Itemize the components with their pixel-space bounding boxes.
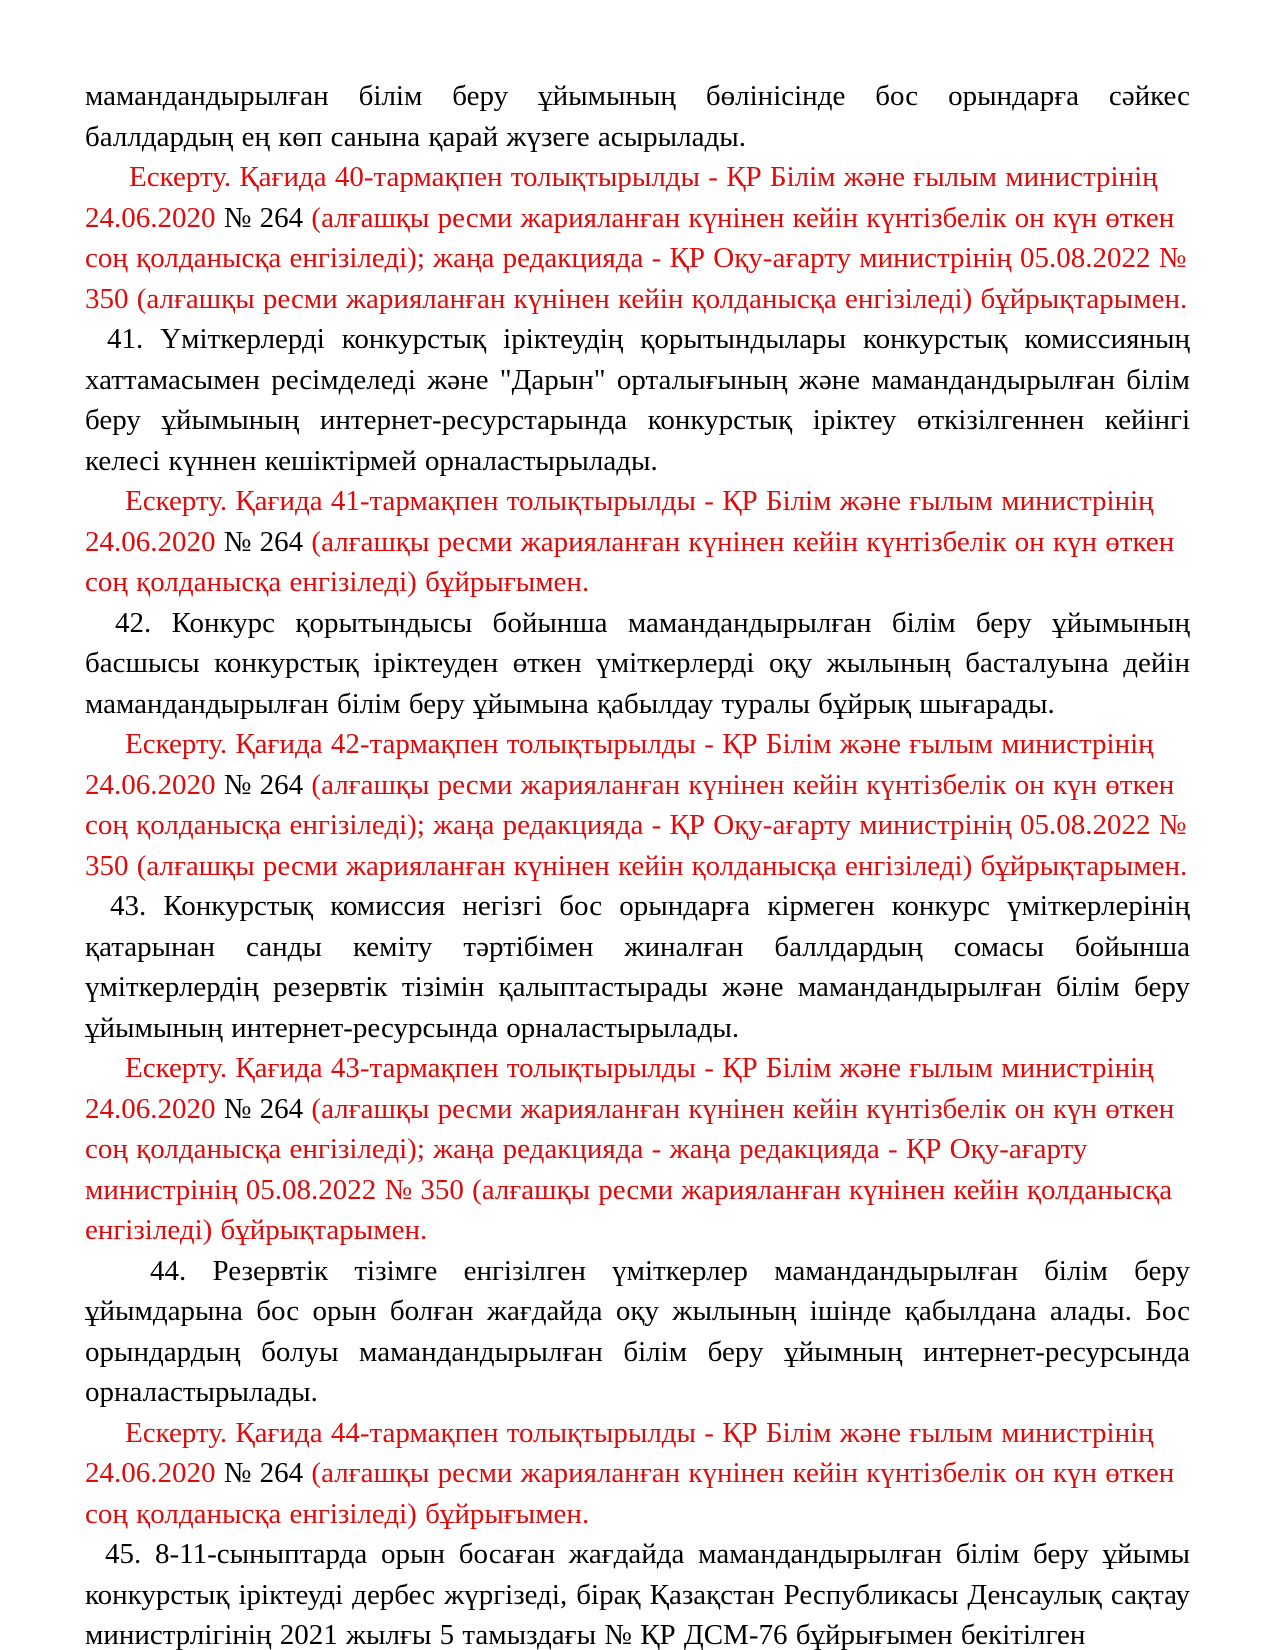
document-body (85, 76, 1190, 1650)
item-41-segment-0: 41. Үміткерлерді конкурстық іріктеудің қорытындылары конкурстық комиссияның хаттамасымен ресімделеді және "Дарын" орталығының және мамандандырылған білім беру ұйымының интернет-ресурстарында конкурстық іріктеу өткізілгеннен кейінгі келесі күннен кешіктірмей орналастырылады. (85, 323, 1190, 477)
note-item-41 (85, 481, 1190, 603)
note-item-43-segment-0: Ескерту. Қағида 43-тармақпен толықтырылды - ҚР Білім және ғылым министрінің 24.06.2020 (85, 1052, 1154, 1125)
item-45-segment-0: 45. 8-11-сыныптарда орын босаған жағдайда мамандандырылған білім беру ұйымы конкурстық іріктеуді дербес жүргізеді, бірақ Қазақстан Республикасы Денсаулық сақтау министрлігінің 2021 жылғы 5 тамыздағы № ҚР ДСМ-76 бұйрығымен бекітілген (85, 1538, 1190, 1650)
note-item-42-segment-1: № 264 (223, 768, 304, 801)
note-item-43 (85, 1048, 1190, 1251)
item-45 (85, 1534, 1190, 1650)
note-item-41-segment-0: Ескерту. Қағида 41-тармақпен толықтырылды - ҚР Білім және ғылым министрінің 24.06.2020 (85, 485, 1154, 558)
note-item-42-segment-2: (алғашқы ресми жарияланған күнінен кейін күнтізбелік он күн өткен соң қолданысқа енгізіледі); жаңа редакцияда - ҚР Оқу-ағарту министрінің 05.08.2022 № 350 (алғашқы ресми жарияланған күнінен кейін қолданысқа енгізіледі) бұйрықтарымен. (85, 768, 1188, 882)
item-42 (85, 603, 1190, 725)
note-item-42 (85, 724, 1190, 886)
item-41 (85, 319, 1190, 481)
note-item-40-segment-1: № 264 (223, 201, 304, 234)
note-item-43-segment-1: № 264 (223, 1092, 304, 1125)
item-42-segment-0: 42. Конкурс қорытындысы бойынша мамандандырылған білім беру ұйымының басшысы конкурстық іріктеуден өткен үміткерлерді оқу жылының басталуына дейін мамандандырылған білім беру ұйымына қабылдау туралы бұйрық шығарады. (85, 606, 1190, 720)
item-43-segment-0: 43. Конкурстық комиссия негізгі бос орындарға кірмеген конкурс үміткерлерінің қатарынан санды кеміту тәртібімен жиналған баллдардың сомасы бойынша үміткерлердің резервтік тізімін қалыптастырады және мамандандырылған білім беру ұйымының интернет-ресурсында орналастырылады. (85, 890, 1190, 1044)
note-item-44-segment-0: Ескерту. Қағида 44-тармақпен толықтырылды - ҚР Білім және ғылым министрінің 24.06.2020 (85, 1416, 1154, 1489)
note-item-44-segment-2: (алғашқы ресми жарияланған күнінен кейін күнтізбелік он күн өткен соң қолданысқа енгізіледі) бұйрығымен. (85, 1457, 1175, 1530)
item-43 (85, 886, 1190, 1048)
note-item-40 (85, 157, 1190, 319)
note-item-44 (85, 1413, 1190, 1535)
item-40-continuation (85, 76, 1190, 157)
note-item-42-segment-0: Ескерту. Қағида 42-тармақпен толықтырылды - ҚР Білім және ғылым министрінің 24.06.2020 (85, 728, 1154, 801)
note-item-41-segment-2: (алғашқы ресми жарияланған күнінен кейін күнтізбелік он күн өткен соң қолданысқа енгізіледі) бұйрығымен. (85, 525, 1175, 598)
note-item-40-segment-2: (алғашқы ресми жарияланған күнінен кейін күнтізбелік он күн өткен соң қолданысқа енгізіледі); жаңа редакцияда - ҚР Оқу-ағарту министрінің 05.08.2022 № 350 (алғашқы ресми жарияланған күнінен кейін қолданысқа енгізіледі) бұйрықтарымен. (85, 201, 1188, 315)
note-item-44-segment-1: № 264 (223, 1457, 304, 1489)
note-item-41-segment-1: № 264 (223, 525, 304, 558)
item-44 (85, 1251, 1190, 1413)
item-44-segment-0: 44. Резервтік тізімге енгізілген үміткерлер мамандандырылған білім беру ұйымдарына бос орын болған жағдайда оқу жылының ішінде қабылдана алады. Бос орындардың болуы мамандандырылған білім беру ұйымның интернет-ресурсында орналастырылады. (85, 1254, 1190, 1408)
note-item-40-segment-0: Ескерту. Қағида 40-тармақпен толықтырылды - ҚР Білім және ғылым министрінің 24.06.2020 (85, 161, 1158, 234)
note-item-43-segment-2: (алғашқы ресми жарияланған күнінен кейін күнтізбелік он күн өткен соң қолданысқа енгізіледі); жаңа редакцияда - жаңа редакцияда - ҚР Оқу-ағарту министрінің 05.08.2022 № 350 (алғашқы ресми жарияланған күнінен кейін қолданысқа енгізіледі) бұйрықтарымен. (85, 1092, 1175, 1246)
item-40-continuation-segment-0: мамандандырылған білім беру ұйымының бөлінісінде бос орындарға сәйкес баллдардың ең көп санына қарай жүзеге асырылады. (85, 80, 1190, 153)
